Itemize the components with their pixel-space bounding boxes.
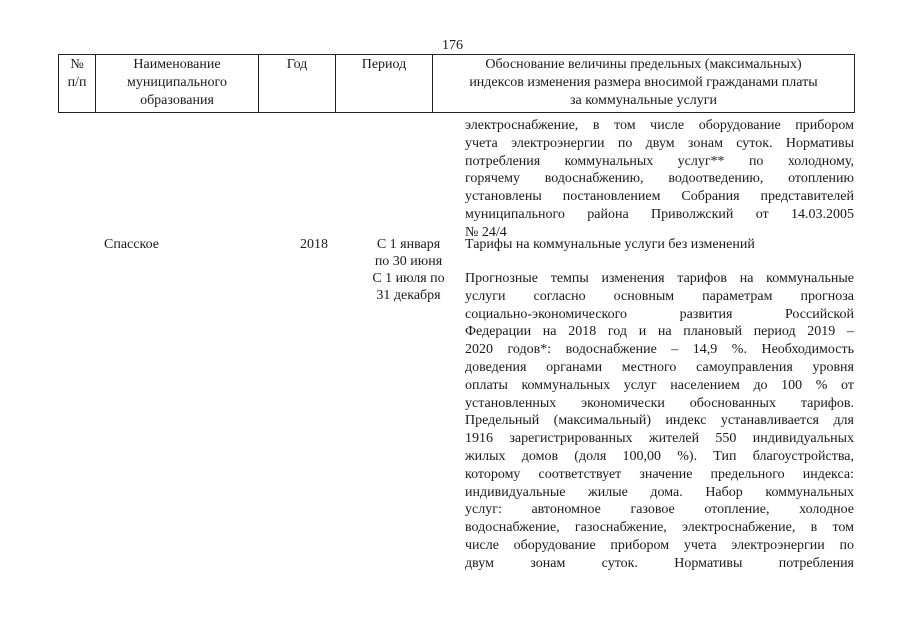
year-value: 2018 [300,237,328,252]
text-line: Федерации на 2018 год и на плановый период 2019 – [465,324,854,340]
text-line: услуги согласно основным параметрам прогноза [465,288,854,304]
basis-first-period [465,236,854,254]
text-line: установленных экономически обоснованных тарифов. [465,395,854,411]
text-line: электроснабжение, в том числе оборудование прибором [465,118,854,133]
table-header [58,54,855,113]
text-line: водоснабжение, газоснабжение, электроснабжение, в том [465,520,854,536]
text-line: доведения органами местного самоуправления уровня [465,359,854,375]
period-line: С 1 июля по [372,271,445,286]
text-line: потребления коммунальных услуг** по холодному, [465,153,854,169]
text-line: установлены постановлением Собрания представителей [465,189,854,205]
header-year: Год [259,55,336,113]
header-row [59,55,855,113]
text-line: горячему водоснабжению, водоотведению, отоплению [465,171,854,187]
text-line: учета электроэнергии по двум зонам суток. Нормативы [465,135,854,151]
period-line: 31 декабря [376,288,441,303]
text-line: № 24/4 [465,224,507,240]
text-line: Тарифы на коммунальные услуги без изменений [465,237,755,252]
text-line: индивидуальные жилые дома. Набор коммунальных [465,484,854,500]
text-line: 2020 годов*: водоснабжение – 14,9 %. Необходимость [465,342,854,358]
period-line: по 30 июня [374,254,443,269]
continuation-text [465,117,854,242]
municipality-name: Спасское [104,237,159,252]
header-basis: Обоснование величины предельных (максимальных) индексов изменения размера вносимой гражданами платы за коммунальные услуги [433,55,855,113]
header-number: № п/п [59,55,96,113]
page-number: 176 [442,38,463,53]
text-line: 1916 зарегистрированных жителей 550 индивидуальных [465,431,854,447]
text-line: Прогнозные темпы изменения тарифов на коммунальные [465,271,854,286]
basis-second-period [465,270,854,573]
text-line: муниципального района Приволжский от 14.03.2005 [465,206,854,222]
text-line: оплаты коммунальных услуг населением до 100 % от [465,377,854,393]
period-line: С 1 января [376,237,441,252]
header-period: Период [336,55,433,113]
text-line: жилых домов (доля 100,00 %). Тип благоустройства, [465,448,854,464]
text-line: числе оборудование прибором учета электроэнергии по [465,537,854,553]
period-value [366,236,451,304]
text-line: двум зонам суток. Нормативы потребления [465,555,854,571]
text-line: социально-экономического развития Российской [465,306,854,322]
header-municipality-name: Наименование муниципального образования [96,55,259,113]
text-line: услуг: автономное газовое отопление, холодное [465,502,854,518]
text-line: Предельный (максимальный) индекс устанавливается для [465,413,854,429]
text-line: которому соответствует значение предельного индекса: [465,466,854,482]
